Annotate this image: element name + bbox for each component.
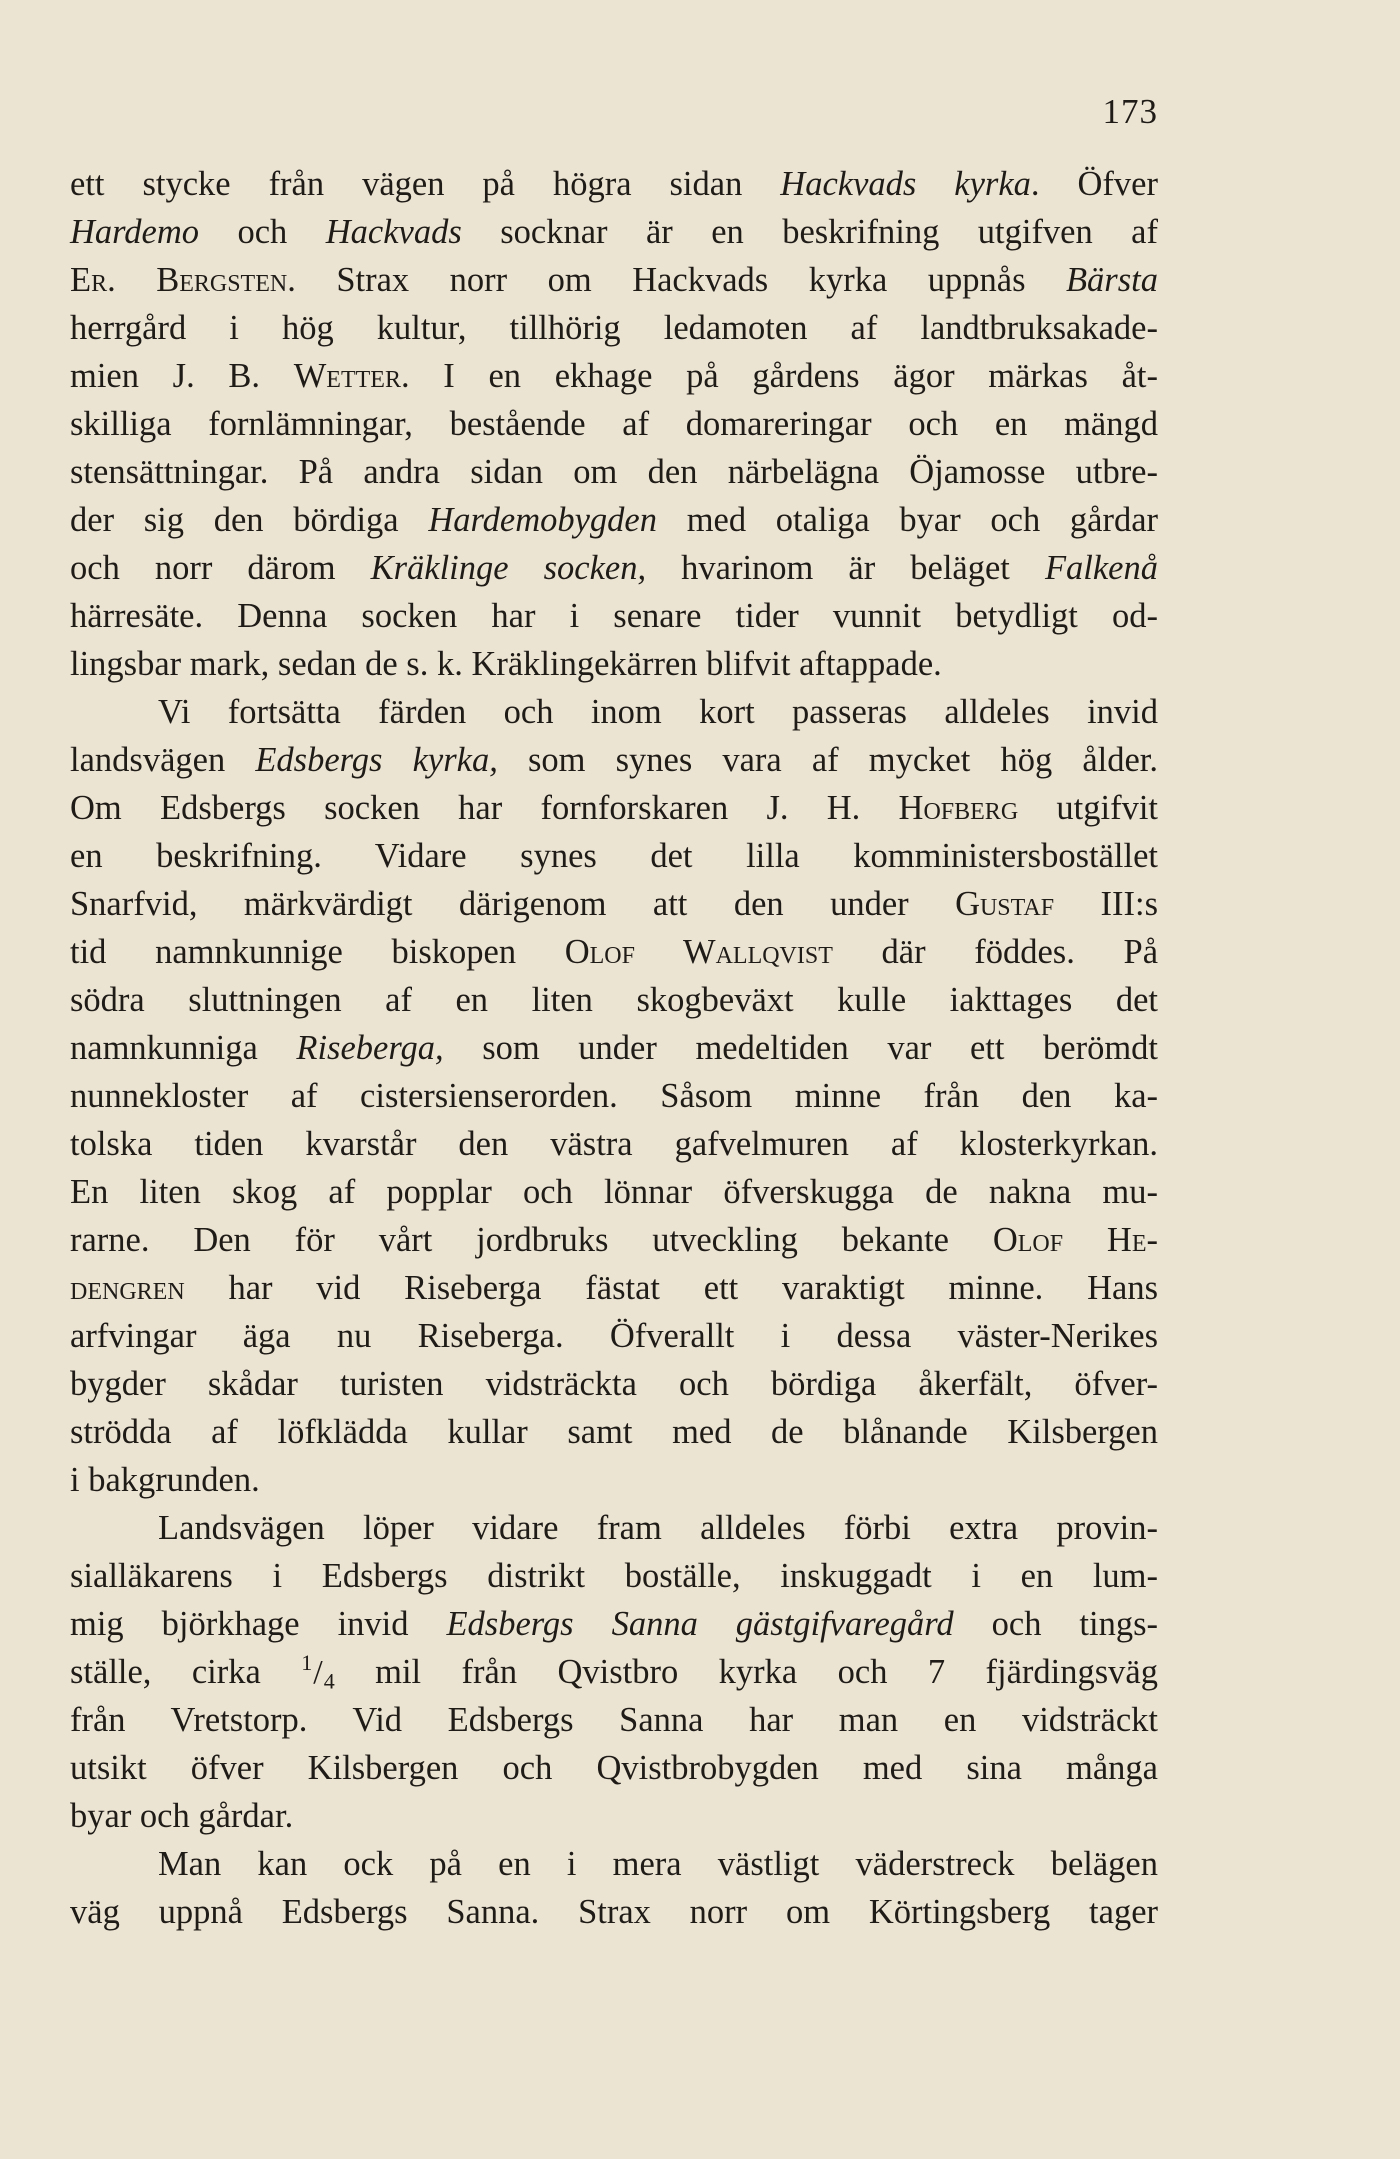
text-run: III:s — [1054, 885, 1158, 923]
text-run: ställe, cirka — [70, 1653, 302, 1691]
text-line — [70, 448, 1158, 496]
small-caps-name: Gustaf — [955, 885, 1055, 923]
text-run: väg uppnå Edsbergs Sanna. Strax norr om Körtingsberg tager — [70, 1893, 1158, 1931]
text-line — [70, 1744, 1158, 1792]
text-line — [70, 688, 1158, 736]
text-line — [70, 1024, 1158, 1072]
text-run: . I en ekhage på gårdens ägor märkas åt- — [400, 357, 1158, 395]
text-run: tolska tiden kvarstår den västra gafvelmuren af klosterkyrkan. — [70, 1125, 1158, 1163]
text-run: rarne. Den för vårt jordbruks utveckling bekante — [70, 1221, 993, 1259]
text-run: Snarfvid, märkvärdigt därigenom att den under — [70, 885, 956, 923]
text-run: mil från Qvistbro kyrka och 7 fjärdingsväg — [334, 1653, 1158, 1691]
text-run: från Vretstorp. Vid Edsbergs Sanna har man en vidsträckt — [70, 1701, 1158, 1739]
italic-text: Hardemobygden — [428, 501, 657, 539]
small-caps-name: Wetter — [293, 357, 401, 395]
text-line — [70, 256, 1158, 304]
text-run: socknar är en beskrifning utgifven af — [461, 213, 1158, 251]
text-line — [70, 1648, 1158, 1696]
small-caps-name: Olof Wallqvist — [564, 933, 833, 971]
italic-text: Edsbergs kyrka, — [255, 741, 498, 779]
text-run: . Öfver — [1030, 165, 1158, 203]
text-run: utgifvit — [1018, 789, 1158, 827]
page-number: 173 — [1102, 92, 1158, 131]
text-line — [70, 352, 1158, 400]
text-run: skilliga fornlämningar, bestående af domareringar och en mängd — [70, 405, 1158, 443]
text-run: utsikt öfver Kilsbergen och Qvistbrobygden med sina många — [70, 1749, 1158, 1787]
italic-text: Riseberga, — [296, 1029, 444, 1067]
text-run: strödda af löfklädda kullar samt med de blånande Kilsbergen — [70, 1413, 1158, 1451]
text-line — [70, 1072, 1158, 1120]
text-line — [70, 880, 1158, 928]
text-line — [70, 544, 1158, 592]
small-caps-name: Olof He- — [992, 1221, 1158, 1259]
text-run: arfvingar äga nu Riseberga. Öfverallt i dessa väster-Nerikes — [70, 1317, 1158, 1355]
text-line — [70, 1888, 1158, 1936]
text-line — [70, 640, 1158, 688]
text-line — [70, 1408, 1158, 1456]
text-run: och tings- — [953, 1605, 1159, 1643]
text-run: mig björkhage invid — [70, 1605, 447, 1643]
text-line — [70, 1456, 1158, 1504]
fraction — [301, 1649, 335, 1694]
text-line — [70, 1696, 1158, 1744]
text-run: tid namnkunnige biskopen — [70, 933, 565, 971]
text-run: där föddes. På — [832, 933, 1159, 971]
text-run: bygder skådar turisten vidsträckta och bördiga åkerfält, öfver- — [70, 1365, 1158, 1403]
text-run: med otaliga byar och gårdar — [657, 501, 1159, 539]
text-line — [70, 160, 1158, 208]
text-line — [70, 1264, 1158, 1312]
text-run: i bakgrunden. — [70, 1461, 260, 1499]
text-line — [70, 1552, 1158, 1600]
text-run: landsvägen — [70, 741, 256, 779]
text-run: härresäte. Denna socken har i senare tider vunnit betydligt od- — [70, 597, 1158, 635]
text-line — [70, 1312, 1158, 1360]
text-run: herrgård i hög kultur, tillhörig ledamoten af landtbruksakade- — [70, 309, 1158, 347]
text-line — [70, 496, 1158, 544]
text-run: hvarinom är beläget — [646, 549, 1045, 587]
text-line — [70, 400, 1158, 448]
italic-text: Falkenå — [1044, 549, 1158, 587]
text-line — [70, 1792, 1158, 1840]
italic-text: Hackvads kyrka — [780, 165, 1031, 203]
small-caps-name: Hofberg — [898, 789, 1019, 827]
text-run: som synes vara af mycket hög ålder. — [497, 741, 1158, 779]
text-line — [70, 1600, 1158, 1648]
text-run: byar och gårdar. — [70, 1797, 294, 1835]
text-line — [70, 208, 1158, 256]
text-line — [70, 832, 1158, 880]
text-run: Om Edsbergs socken har fornforskaren J. H. — [70, 789, 899, 827]
italic-text: Bärsta — [1065, 261, 1158, 299]
text-line — [70, 1216, 1158, 1264]
fraction-denominator: 4 — [323, 1668, 335, 1694]
text-run: södra sluttningen af en liten skogbeväxt kulle iakttages det — [70, 981, 1158, 1019]
text-run: stensättningar. På andra sidan om den närbelägna Öjamosse utbre- — [70, 453, 1158, 491]
text-line — [70, 1168, 1158, 1216]
text-run: sialläkarens i Edsbergs distrikt boställe, inskuggadt i en lum- — [70, 1557, 1158, 1595]
italic-text: Kräklinge socken, — [370, 549, 647, 587]
text-line — [70, 928, 1158, 976]
text-run: som under medeltiden var ett berömdt — [443, 1029, 1158, 1067]
text-run: ett stycke från vägen på högra sidan — [70, 165, 781, 203]
text-line — [70, 1504, 1158, 1552]
text-run: lingsbar mark, sedan de s. k. Kräklingekärren blifvit aftappade. — [70, 645, 942, 683]
text-run: Landsvägen löper vidare fram alldeles förbi extra provin- — [158, 1509, 1158, 1547]
text-line — [70, 304, 1158, 352]
small-caps-name: Er. Bergsten — [70, 261, 288, 299]
body-text — [70, 160, 1158, 1936]
text-run: en beskrifning. Vidare synes det lilla komministersbostället — [70, 837, 1158, 875]
text-run: Vi fortsätta färden och inom kort passeras alldeles invid — [158, 693, 1158, 731]
small-caps-name: dengren — [70, 1269, 185, 1307]
text-line — [70, 1840, 1158, 1888]
text-run: har vid Riseberga fästat ett varaktigt minne. Hans — [184, 1269, 1158, 1307]
italic-text: Edsbergs Sanna gästgifvaregård — [446, 1605, 954, 1643]
text-run: Man kan ock på en i mera västligt väderstreck belägen — [158, 1845, 1158, 1883]
text-run: namnkunniga — [70, 1029, 297, 1067]
text-line — [70, 736, 1158, 784]
text-run: . Strax norr om Hackvads kyrka uppnås — [287, 261, 1066, 299]
text-line — [70, 784, 1158, 832]
text-run: och norr därom — [70, 549, 371, 587]
text-run: nunnekloster af cistersienserorden. Såsom minne från den ka- — [70, 1077, 1158, 1115]
text-line — [70, 976, 1158, 1024]
fraction-numerator: 1 — [301, 1649, 313, 1675]
italic-text: Hackvads — [325, 213, 462, 251]
fraction-slash: / — [313, 1654, 323, 1691]
text-line — [70, 1360, 1158, 1408]
text-line — [70, 592, 1158, 640]
text-run: och — [199, 213, 326, 251]
italic-text: Hardemo — [70, 213, 200, 251]
text-line — [70, 1120, 1158, 1168]
text-run: mien J. B. — [70, 357, 294, 395]
text-run: der sig den bördiga — [70, 501, 429, 539]
text-run: En liten skog af popplar och lönnar öfverskugga de nakna mu- — [70, 1173, 1158, 1211]
